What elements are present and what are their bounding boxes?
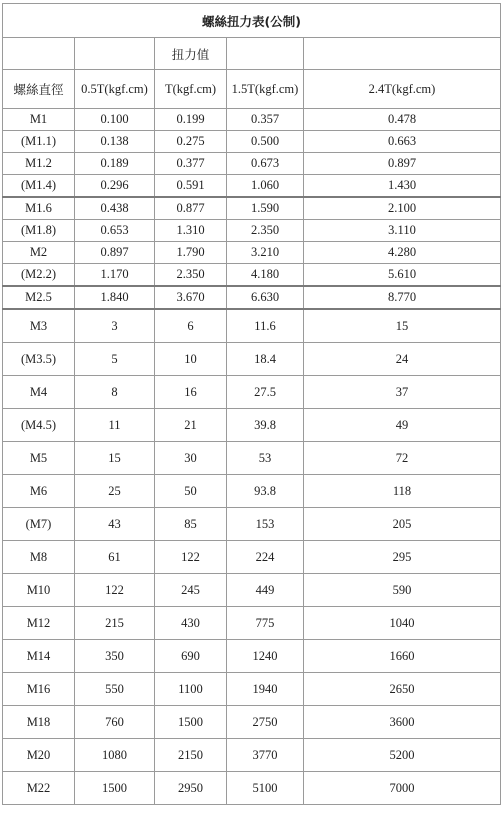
cell-diameter: M18: [3, 706, 75, 739]
cell-2.4t: 8.770: [304, 286, 501, 309]
cell-t: 0.877: [155, 197, 227, 220]
cell-diameter: M16: [3, 673, 75, 706]
cell-t: 30: [155, 442, 227, 475]
cell-0.5t: 61: [75, 541, 155, 574]
blank-cell: [227, 38, 304, 70]
cell-2.4t: 4.280: [304, 242, 501, 264]
cell-diameter: (M1.1): [3, 131, 75, 153]
cell-0.5t: 43: [75, 508, 155, 541]
table-row: [3, 541, 501, 574]
table-row: [3, 640, 501, 673]
cell-t: 50: [155, 475, 227, 508]
cell-2.4t: 3.110: [304, 220, 501, 242]
cell-2.4t: 24: [304, 343, 501, 376]
cell-t: 0.591: [155, 175, 227, 198]
cell-t: 430: [155, 607, 227, 640]
blank-cell: [75, 38, 155, 70]
cell-t: 122: [155, 541, 227, 574]
cell-0.5t: 215: [75, 607, 155, 640]
blank-cell: [3, 38, 75, 70]
table-row: [3, 376, 501, 409]
cell-t: 21: [155, 409, 227, 442]
cell-1.5t: 1.060: [227, 175, 304, 198]
table-row: [3, 409, 501, 442]
table-row: [3, 607, 501, 640]
cell-1.5t: 153: [227, 508, 304, 541]
cell-2.4t: 0.897: [304, 153, 501, 175]
cell-t: 16: [155, 376, 227, 409]
cell-2.4t: 295: [304, 541, 501, 574]
table-row: [3, 706, 501, 739]
column-header-1.5t: 1.5T(kgf.cm): [227, 70, 304, 109]
cell-2.4t: 1.430: [304, 175, 501, 198]
cell-0.5t: 122: [75, 574, 155, 607]
cell-0.5t: 15: [75, 442, 155, 475]
table-row: [3, 220, 501, 242]
table-row: [3, 131, 501, 153]
cell-diameter: (M2.2): [3, 264, 75, 287]
torque-value-subheader: 扭力值: [155, 38, 227, 70]
cell-0.5t: 1080: [75, 739, 155, 772]
cell-t: 1100: [155, 673, 227, 706]
cell-t: 245: [155, 574, 227, 607]
cell-diameter: M1.2: [3, 153, 75, 175]
cell-1.5t: 224: [227, 541, 304, 574]
cell-1.5t: 6.630: [227, 286, 304, 309]
cell-1.5t: 5100: [227, 772, 304, 805]
cell-diameter: M6: [3, 475, 75, 508]
cell-2.4t: 2650: [304, 673, 501, 706]
cell-diameter: M22: [3, 772, 75, 805]
cell-2.4t: 5.610: [304, 264, 501, 287]
cell-0.5t: 11: [75, 409, 155, 442]
table-row: [3, 197, 501, 220]
cell-t: 10: [155, 343, 227, 376]
cell-diameter: M14: [3, 640, 75, 673]
cell-2.4t: 3600: [304, 706, 501, 739]
table-title: 螺絲扭力表(公制): [3, 4, 501, 38]
cell-t: 1.310: [155, 220, 227, 242]
cell-2.4t: 37: [304, 376, 501, 409]
cell-diameter: (M4.5): [3, 409, 75, 442]
cell-0.5t: 760: [75, 706, 155, 739]
cell-0.5t: 0.653: [75, 220, 155, 242]
cell-2.4t: 0.663: [304, 131, 501, 153]
cell-t: 3.670: [155, 286, 227, 309]
table-row: [3, 739, 501, 772]
cell-1.5t: 449: [227, 574, 304, 607]
cell-1.5t: 39.8: [227, 409, 304, 442]
cell-1.5t: 3.210: [227, 242, 304, 264]
cell-0.5t: 5: [75, 343, 155, 376]
table-row: [3, 109, 501, 131]
table-row: [3, 574, 501, 607]
cell-t: 2.350: [155, 264, 227, 287]
cell-1.5t: 2.350: [227, 220, 304, 242]
cell-0.5t: 1.840: [75, 286, 155, 309]
column-header-2.4t: 2.4T(kgf.cm): [304, 70, 501, 109]
cell-0.5t: 8: [75, 376, 155, 409]
cell-2.4t: 2.100: [304, 197, 501, 220]
cell-0.5t: 3: [75, 309, 155, 343]
cell-diameter: (M3.5): [3, 343, 75, 376]
cell-1.5t: 27.5: [227, 376, 304, 409]
table-row: [3, 343, 501, 376]
table-row: [3, 475, 501, 508]
screw-torque-table: [2, 3, 501, 805]
cell-t: 85: [155, 508, 227, 541]
torque-table-sheet: [2, 3, 500, 805]
cell-t: 1500: [155, 706, 227, 739]
title-row: [3, 4, 501, 38]
cell-t: 6: [155, 309, 227, 343]
cell-0.5t: 25: [75, 475, 155, 508]
cell-1.5t: 1.590: [227, 197, 304, 220]
table-body: [3, 4, 501, 805]
cell-1.5t: 0.500: [227, 131, 304, 153]
table-row: [3, 175, 501, 198]
cell-1.5t: 1940: [227, 673, 304, 706]
cell-diameter: M4: [3, 376, 75, 409]
cell-t: 2150: [155, 739, 227, 772]
cell-2.4t: 1040: [304, 607, 501, 640]
cell-1.5t: 2750: [227, 706, 304, 739]
cell-diameter: M20: [3, 739, 75, 772]
cell-diameter: (M7): [3, 508, 75, 541]
cell-t: 1.790: [155, 242, 227, 264]
cell-2.4t: 590: [304, 574, 501, 607]
table-row: [3, 264, 501, 287]
cell-2.4t: 72: [304, 442, 501, 475]
cell-0.5t: 1500: [75, 772, 155, 805]
cell-0.5t: 550: [75, 673, 155, 706]
cell-2.4t: 1660: [304, 640, 501, 673]
table-row: [3, 442, 501, 475]
cell-t: 690: [155, 640, 227, 673]
column-header-0.5t: 0.5T(kgf.cm): [75, 70, 155, 109]
cell-0.5t: 0.438: [75, 197, 155, 220]
cell-0.5t: 1.170: [75, 264, 155, 287]
cell-diameter: M1.6: [3, 197, 75, 220]
cell-2.4t: 15: [304, 309, 501, 343]
cell-0.5t: 0.897: [75, 242, 155, 264]
cell-1.5t: 11.6: [227, 309, 304, 343]
cell-2.4t: 118: [304, 475, 501, 508]
cell-t: 2950: [155, 772, 227, 805]
table-row: [3, 673, 501, 706]
header-row: [3, 70, 501, 109]
column-header-t: T(kgf.cm): [155, 70, 227, 109]
cell-t: 0.199: [155, 109, 227, 131]
table-row: [3, 508, 501, 541]
table-row: [3, 153, 501, 175]
cell-diameter: M12: [3, 607, 75, 640]
cell-1.5t: 1240: [227, 640, 304, 673]
table-row: [3, 772, 501, 805]
cell-2.4t: 49: [304, 409, 501, 442]
cell-diameter: (M1.8): [3, 220, 75, 242]
cell-diameter: M1: [3, 109, 75, 131]
column-header-diameter: 螺絲直徑: [3, 70, 75, 109]
cell-0.5t: 0.138: [75, 131, 155, 153]
cell-diameter: M2: [3, 242, 75, 264]
cell-1.5t: 4.180: [227, 264, 304, 287]
cell-2.4t: 205: [304, 508, 501, 541]
table-row: [3, 286, 501, 309]
cell-1.5t: 18.4: [227, 343, 304, 376]
cell-0.5t: 0.100: [75, 109, 155, 131]
table-row: [3, 242, 501, 264]
cell-2.4t: 0.478: [304, 109, 501, 131]
cell-t: 0.377: [155, 153, 227, 175]
cell-diameter: M3: [3, 309, 75, 343]
cell-t: 0.275: [155, 131, 227, 153]
cell-diameter: M8: [3, 541, 75, 574]
cell-0.5t: 0.189: [75, 153, 155, 175]
cell-diameter: M10: [3, 574, 75, 607]
cell-diameter: M2.5: [3, 286, 75, 309]
cell-1.5t: 93.8: [227, 475, 304, 508]
subheader-row: [3, 38, 501, 70]
cell-1.5t: 775: [227, 607, 304, 640]
cell-2.4t: 5200: [304, 739, 501, 772]
cell-diameter: M5: [3, 442, 75, 475]
blank-cell: [304, 38, 501, 70]
cell-1.5t: 0.673: [227, 153, 304, 175]
cell-1.5t: 0.357: [227, 109, 304, 131]
cell-0.5t: 0.296: [75, 175, 155, 198]
cell-diameter: (M1.4): [3, 175, 75, 198]
cell-1.5t: 3770: [227, 739, 304, 772]
table-row: [3, 309, 501, 343]
cell-0.5t: 350: [75, 640, 155, 673]
cell-1.5t: 53: [227, 442, 304, 475]
cell-2.4t: 7000: [304, 772, 501, 805]
